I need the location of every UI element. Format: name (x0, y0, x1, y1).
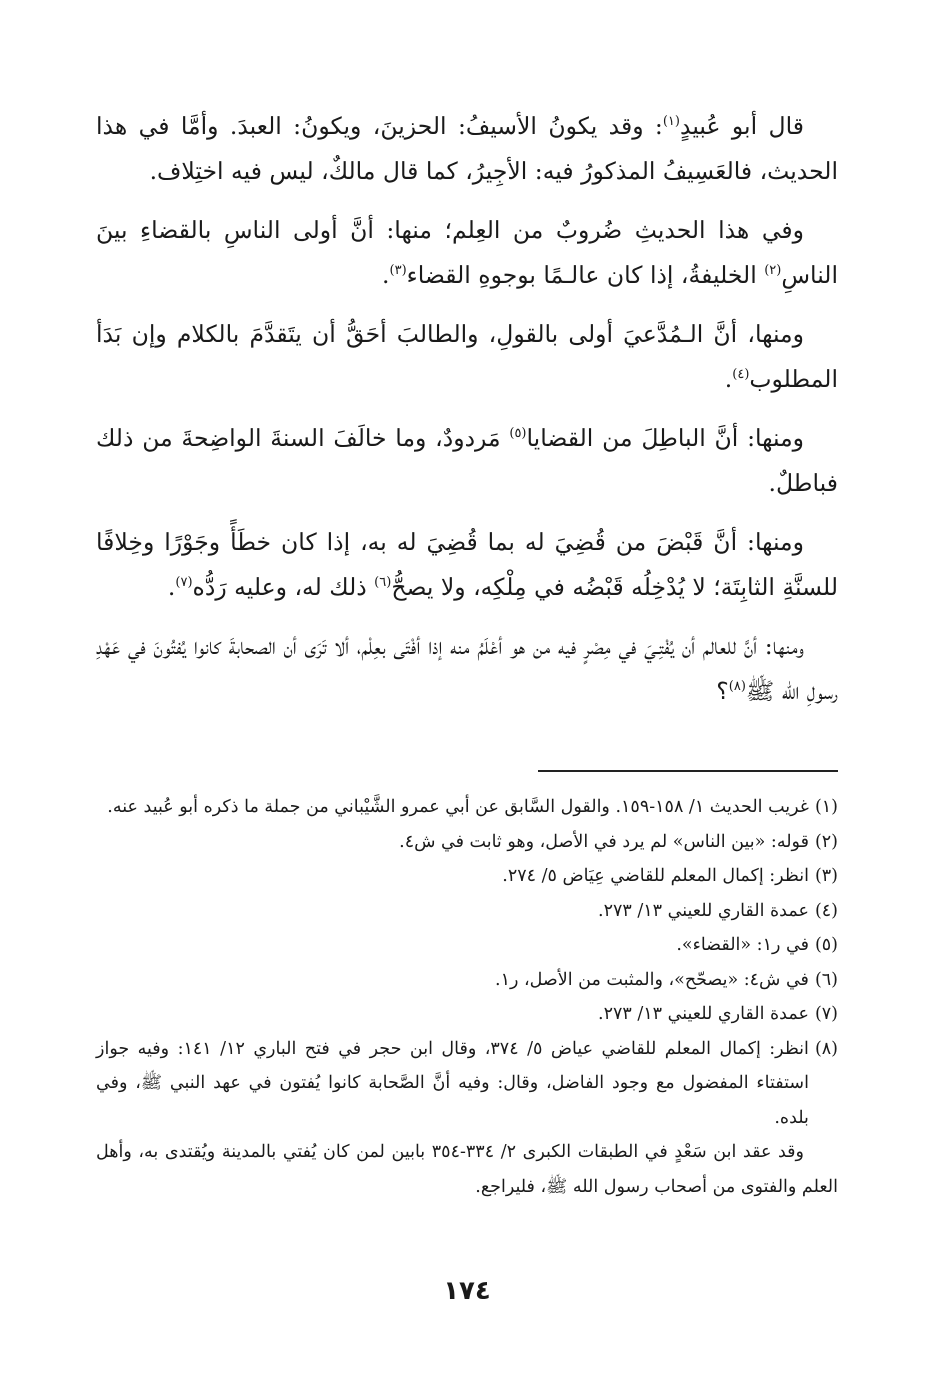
footnote-text: عمدة القاري للعيني ١٣/ ٢٧٣. (598, 1004, 809, 1024)
footnotes (96, 790, 838, 1204)
footnote-text: في ر١: «القضاء». (676, 935, 809, 955)
footnote-3 (96, 859, 838, 894)
text-run: مَردودٌ، وما خالَفَ السنةَ الواضِحةَ من ذلك فباطلٌ. (96, 424, 838, 497)
footnote-ref[interactable]: (٥) (509, 426, 527, 442)
footnote-divider (538, 770, 838, 772)
footnote-text: انظر: إكمال المعلم للقاضي عياض ٥/ ٣٧٤، وقال ابن حجر في فتح الباري ١٢/ ١٤١: وفيه جواز استفتاء المفضول مع وجود الفاضل، وقال: وفيه أنَّ الصَّحابة كانوا يُفتون في عهد النبي ﷺ، وفي بلده. (96, 1038, 809, 1128)
footnote-8-continuation: وقد عقد ابن سَعْدٍ في الطبقات الكبرى ٢/ ٣٣٤-٣٥٤ بابين لمن كان يُفتي بالمدينة ويُقتدى به، وأهل العلم والفتوى من أصحاب رسول الله ﷺ، فليراجع. (96, 1142, 838, 1197)
paragraph-6 (96, 624, 838, 714)
footnote-text: غريب الحديث ١/ ١٥٨-١٥٩. والقول السَّابق عن أبي عمرو الشَّيْباني من جملة ما ذكره أبو عُبيد عنه. (107, 797, 809, 817)
footnote-5 (96, 928, 838, 963)
book-page (96, 104, 838, 1314)
footnote-number: (٨) (814, 1038, 838, 1059)
paragraph-2 (96, 208, 838, 298)
footnote-text: عمدة القاري للعيني ١٣/ ٢٧٣. (598, 900, 809, 921)
text-run: : وقد يكونُ الأسيفُ: الحزينَ، ويكونُ: العبدَ. وأمَّا في هذا الحديث، فالعَسِيفُ المذكورُ فيه: الأجِيرُ، كما قال مالكٌ، ليس فيه اختِلاف. (96, 112, 838, 185)
text-run: ومنها: أنَّ قَبْضَ من قُضِيَ له بما قُضِيَ له به، إذا كان خطَأً وجَوْرًا وخِلافًا للسنَّةِ الثابِتَة؛ لا يُدْخِلُه قَبْضُه في مِلْكِه، ولا يصحُّ (96, 528, 838, 601)
footnote-2 (96, 825, 838, 860)
footnote-number: (٣) (814, 866, 838, 886)
footnote-number: (٦) (814, 969, 838, 990)
page-number: ١٧٤ (443, 1276, 491, 1306)
footnote-number: (٧) (814, 1004, 838, 1024)
text-run: ذلك له، وعليه رَدُّه (192, 573, 375, 601)
footnote-8 (96, 1032, 838, 1136)
footnote-ref[interactable]: (٦) (374, 575, 392, 591)
text-run: . (167, 573, 176, 601)
paragraph-3 (96, 312, 838, 402)
footnote-7 (96, 997, 838, 1032)
footnote-number: (٥) (814, 935, 838, 955)
footnote-ref[interactable]: (٣) (389, 263, 407, 279)
footnote-6 (96, 963, 838, 998)
text-run: ؟ (716, 677, 729, 705)
footnote-ref[interactable]: (٢) (764, 263, 782, 279)
footnote-ref[interactable]: (٤) (732, 367, 750, 383)
footnote-text: في ش٤: «يصحّح»، والمثبت من الأصل، ر١. (494, 969, 809, 990)
footnote-number: (٤) (814, 900, 838, 921)
text-run: . (382, 261, 390, 289)
paragraph-5 (96, 520, 838, 610)
main-text (96, 104, 838, 714)
footnote-ref[interactable]: (٧) (175, 575, 193, 591)
paragraph-1 (96, 104, 838, 194)
text-run: ومنها، أنَّ الـمُدَّعيَ أولى بالقولِ، والطالبَ أحَقُّ أن يتَقدَّمَ بالكلام وإن بَدَأ المطلوب (96, 320, 838, 393)
footnote-number: (٢) (814, 831, 838, 852)
text-run: . (724, 365, 733, 393)
paragraph-4 (96, 416, 838, 506)
footnote-ref[interactable]: (٨) (728, 679, 746, 695)
footnote-text: انظر: إكمال المعلم للقاضي عِيَاض ٥/ ٢٧٤. (502, 866, 809, 886)
text-run: ومنها: أنَّ الباطِلَ من القضايا (526, 424, 805, 452)
text-run: وفي هذا الحديثِ ضُروبٌ من العِلم؛ منها: أنَّ أولى الناسِ بالقضاءِ بينَ الناسِ (96, 216, 838, 289)
footnote-number: (١) (814, 797, 838, 817)
footnote-text: قوله: «بين الناس» لم يرد في الأصل، وهو ثابت في ش٤. (399, 831, 809, 852)
footnote-1 (96, 790, 838, 825)
footnote-ref[interactable]: (١) (662, 114, 680, 130)
text-run: قال أبو عُبيدٍ (679, 112, 804, 140)
footnote-4 (96, 894, 838, 929)
text-run: ومنها: أنَّ للعالم أن يُفْتِـيَ في مِصْرٍ فيه من هو أعْلَمُ منه إذا أفْتَى بعِلْم، ألا تَرَى أن الصحابةَ كانوا يُفتُونَ في عَهْدِ رسولِ الله ﷺ (96, 632, 838, 705)
text-run: الخليفةُ، إذا كان عالـمًا بوجوهِ القضاء (406, 261, 765, 289)
